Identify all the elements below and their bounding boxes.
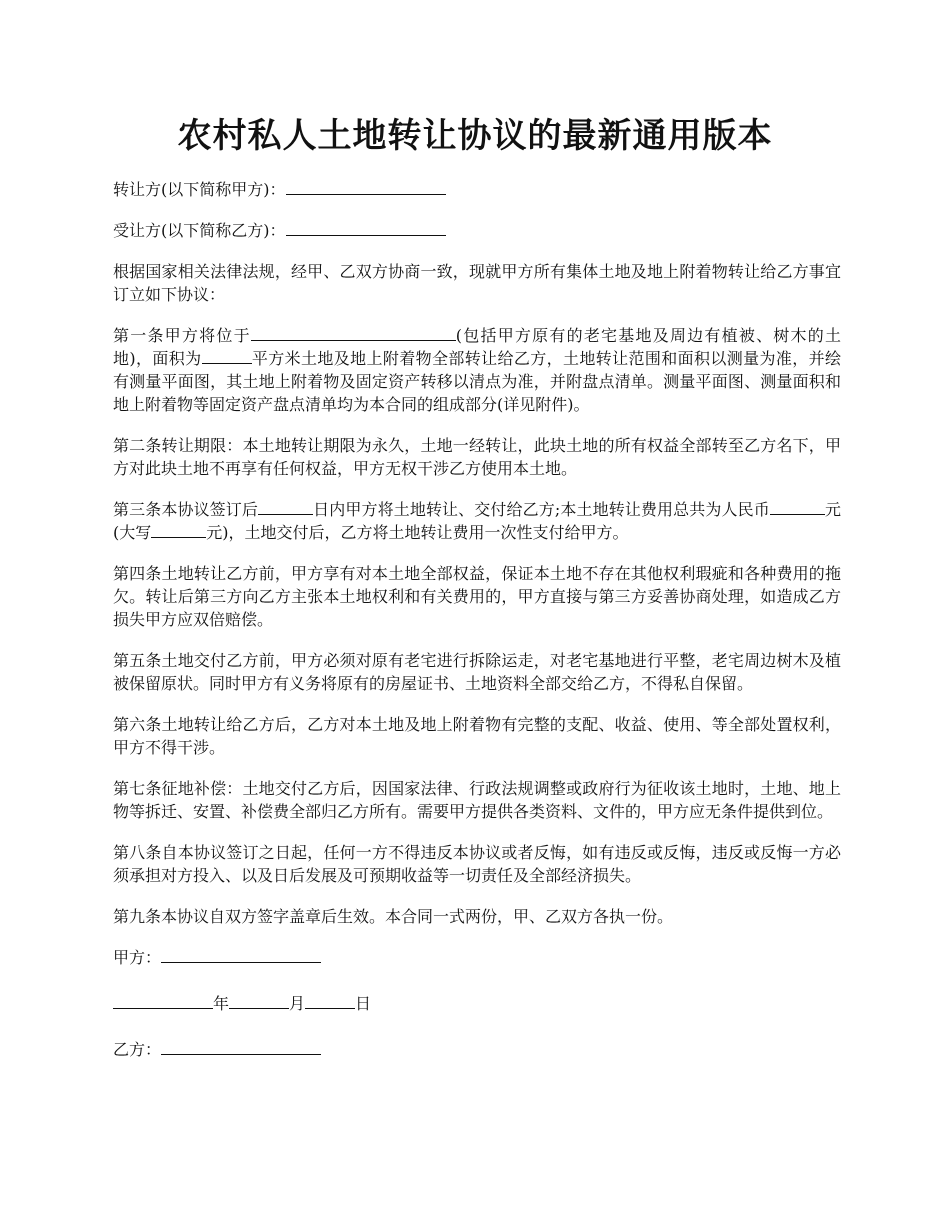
party-a-signature-line [113, 946, 841, 969]
article-3-text-3: 元(大写 [113, 500, 841, 542]
day-blank[interactable] [305, 992, 355, 1009]
article-6: 第六条土地转让给乙方后，乙方对本土地及地上附着物有完整的支配、收益、使用、等全部处置权利，甲方不得干涉。 [113, 715, 841, 757]
article-8: 第八条自本协议签订之日起，任何一方不得违反本协议或者反悔，如有违反或反悔，违反或反悔一方必须承担对方投入、以及日后发展及可预期收益等一切责任及全部经济损失。 [113, 843, 841, 885]
article-2: 第二条转让期限：本土地转让期限为永久，土地一经转让，此块土地的所有权益全部转至乙方名下，甲方对此块土地不再享有任何权益，甲方无权干涉乙方使用本土地。 [113, 436, 841, 478]
article-3 [113, 498, 841, 544]
amount-blank[interactable] [770, 498, 825, 515]
transferor-label: 转让方(以下简称甲方)： [113, 180, 286, 199]
date-line [113, 992, 841, 1015]
month-label: 月 [289, 994, 306, 1013]
transferee-label: 受让方(以下简称乙方)： [113, 221, 286, 240]
article-9: 第九条本协议自双方签字盖章后生效。本合同一式两份，甲、乙双方各执一份。 [113, 907, 674, 926]
month-blank[interactable] [229, 992, 289, 1009]
article-4: 第四条土地转让乙方前，甲方享有对本土地全部权益，保证本土地不存在其他权利瑕疵和各种费用的拖欠。转让后第三方向乙方主张本土地权利和有关费用的，甲方直接与第三方妥善协商处理，如造成乙方损失甲方应双倍赔偿。 [113, 564, 841, 629]
article-3-text-1: 第三条本协议签订后 [113, 500, 259, 519]
article-1-text-1: 第一条甲方将位于 [113, 326, 251, 345]
transferee-line [113, 219, 841, 242]
amount-words-blank[interactable] [151, 521, 206, 538]
transferee-blank[interactable] [286, 219, 446, 236]
article-1-text-2: (包括甲方原有的老宅基地及周边有植被、树木的土地)，面积为 [113, 326, 841, 368]
party-a-label: 甲方： [113, 948, 162, 967]
day-label: 日 [355, 994, 372, 1013]
article-1 [113, 324, 841, 416]
transferor-line [113, 178, 841, 201]
party-b-label: 乙方： [113, 1040, 162, 1059]
area-blank[interactable] [202, 347, 252, 364]
intro-paragraph: 根据国家相关法律法规，经甲、乙双方协商一致，现就甲方所有集体土地及地上附着物转让给乙方事宜订立如下协议： [113, 262, 841, 304]
party-b-blank[interactable] [161, 1038, 321, 1055]
days-blank[interactable] [258, 498, 313, 515]
location-blank[interactable] [251, 324, 456, 341]
party-b-signature-line [113, 1038, 841, 1061]
article-7: 第七条征地补偿：土地交付乙方后，因国家法律、行政法规调整或政府行为征收该土地时，土地、地上物等拆迁、安置、补偿费全部归乙方所有。需要甲方提供各类资料、文件的，甲方应无条件提供到位。 [113, 779, 841, 821]
party-a-blank[interactable] [161, 946, 321, 963]
transferor-blank[interactable] [286, 178, 446, 195]
article-1-text-3: 平方米土地及地上附着物全部转让给乙方，土地转让范围和面积以测量为准，并绘有测量平面图，其土地上附着物及固定资产转移以清点为准，并附盘点清单。测量平面图、测量面积和地上附着物等固定资产盘点清单均为本合同的组成部分(详见附件)。 [113, 349, 841, 414]
article-3-text-4: 元)，土地交付后，乙方将土地转让费用一次性支付给甲方。 [206, 523, 629, 542]
year-blank[interactable] [113, 992, 213, 1009]
document-title: 农村私人土地转让协议的最新通用版本 [177, 116, 773, 156]
article-5: 第五条土地交付乙方前，甲方必须对原有老宅进行拆除运走，对老宅基地进行平整，老宅周边树木及植被保留原状。同时甲方有义务将原有的房屋证书、土地资料全部交给乙方，不得私自保留。 [113, 651, 841, 693]
document-body [113, 178, 841, 1084]
article-3-text-2: 日内甲方将土地转让、交付给乙方;本土地转让费用总共为人民币 [313, 500, 770, 519]
year-label: 年 [213, 994, 230, 1013]
